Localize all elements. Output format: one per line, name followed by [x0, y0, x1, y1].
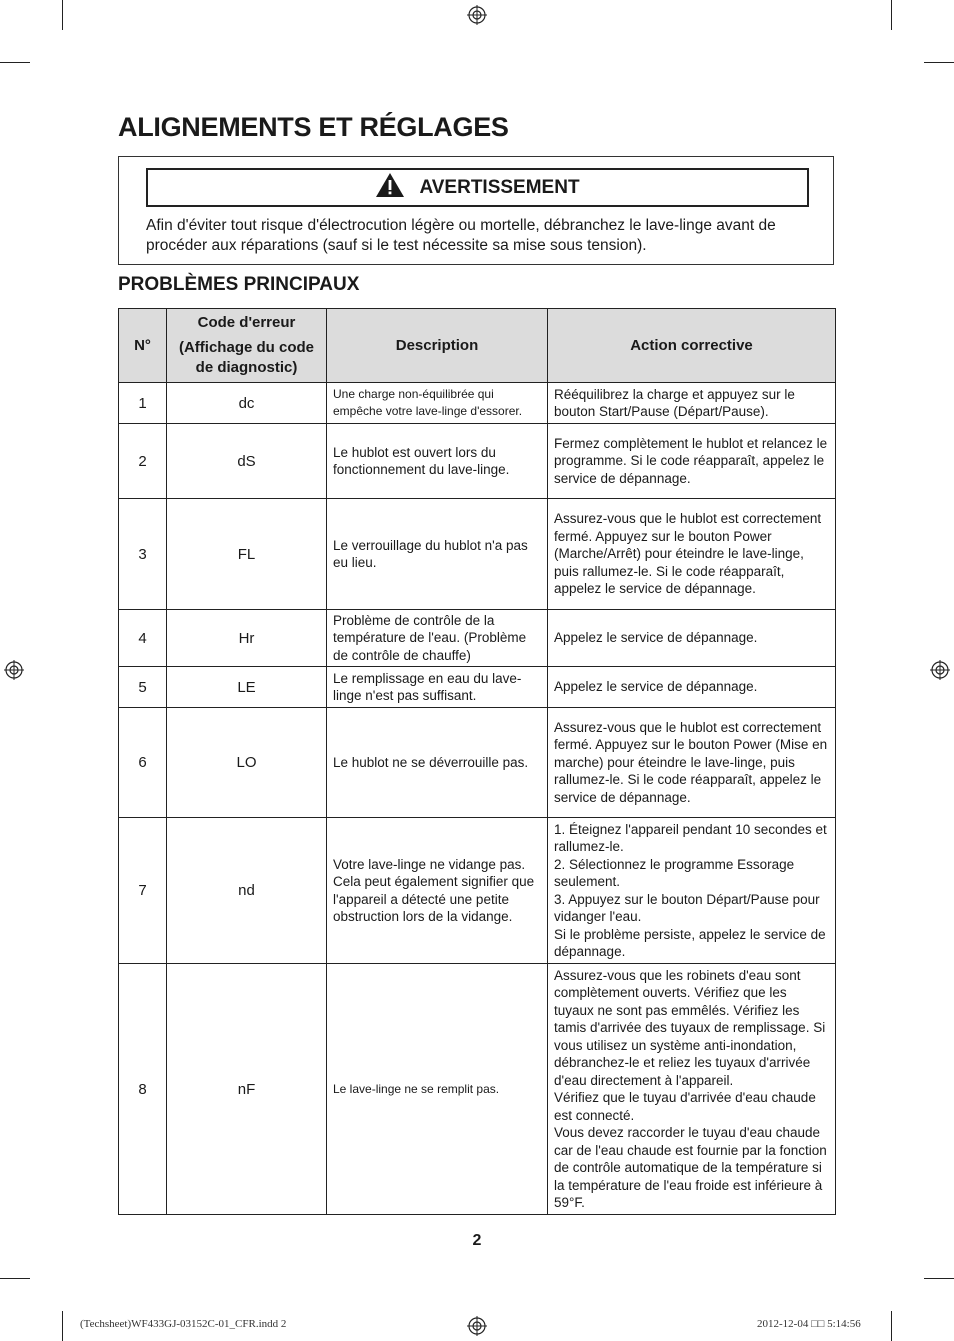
warning-box	[118, 156, 834, 265]
page-title: ALIGNEMENTS ET RÉGLAGES	[118, 112, 509, 142]
row-description: Le verrouillage du hublot n'a pas eu lieu.	[327, 499, 548, 610]
row-description: Votre lave-linge ne vidange pas. Cela peut également signifier que l'appareil a détecté une petite obstruction lors de la vidange.	[327, 818, 548, 964]
table-row	[119, 818, 836, 964]
row-description: Une charge non-équilibrée qui empêche votre lave-linge d'essorer.	[327, 383, 548, 424]
table-row	[119, 610, 836, 667]
table-row	[119, 499, 836, 610]
row-action: Assurez-vous que le hublot est correctement fermé. Appuyez sur le bouton Power (Marche/Arrêt) pour éteindre le lave-linge, puis rallumez-le. Si le code réapparaît, appelez le service de dépannage.	[548, 499, 836, 610]
row-num: 2	[119, 424, 167, 499]
row-action: Fermez complètement le hublot et relancez le programme. Si le code réapparaît, appelez le service de dépannage.	[548, 424, 836, 499]
registration-mark-icon	[467, 1316, 487, 1336]
row-description: Le hublot ne se déverrouille pas.	[327, 708, 548, 818]
row-action: Appelez le service de dépannage.	[548, 610, 836, 667]
row-description: Le hublot est ouvert lors du fonctionnement du lave-linge.	[327, 424, 548, 499]
row-num: 7	[119, 818, 167, 964]
row-num: 8	[119, 964, 167, 1215]
row-num: 5	[119, 667, 167, 708]
row-description: Le lave-linge ne se remplit pas.	[327, 964, 548, 1215]
row-code: nd	[167, 818, 327, 964]
row-code: LE	[167, 667, 327, 708]
registration-mark-icon	[4, 660, 24, 680]
page-number: 2	[472, 1232, 482, 1249]
row-num: 1	[119, 383, 167, 424]
row-code: LO	[167, 708, 327, 818]
crop-mark	[924, 1278, 954, 1279]
crop-mark	[62, 0, 63, 30]
row-code: dc	[167, 383, 327, 424]
row-code: dS	[167, 424, 327, 499]
crop-mark	[0, 1278, 30, 1279]
row-description: Problème de contrôle de la température de l'eau. (Problème de contrôle de chauffe)	[327, 610, 548, 667]
table-row	[119, 667, 836, 708]
table-row	[119, 708, 836, 818]
row-code: FL	[167, 499, 327, 610]
table-row	[119, 424, 836, 499]
crop-mark	[891, 0, 892, 30]
warning-header	[146, 168, 809, 207]
crop-mark	[924, 62, 954, 63]
crop-mark	[62, 1311, 63, 1341]
registration-mark-icon	[930, 660, 950, 680]
row-code: nF	[167, 964, 327, 1215]
row-action: Assurez-vous que les robinets d'eau sont complètement ouverts. Vérifiez que les tuyaux ne sont pas emmêlés. Vérifiez les tamis d'arrivée des tuyaux de remplissage. Si vous utilisez un système anti-inondation, débranchez-le et reliez les tuyaux d'arrivée d'eau directement à l'appareil. Vérifiez que le tuyau d'arrivée d'eau chaude est connecté. Vous devez raccorder le tuyau d'eau chaude car de l'eau chaude est fournie par la fonction de contrôle automatique de la température si la température de l'eau froide est inférieure à 59°F.	[548, 964, 836, 1215]
warning-triangle-icon	[375, 172, 405, 203]
warning-heading: AVERTISSEMENT	[419, 176, 580, 198]
row-action: Rééquilibrez la charge et appuyez sur le bouton Start/Pause (Départ/Pause).	[548, 383, 836, 424]
section-title: PROBLÈMES PRINCIPAUX	[118, 274, 360, 295]
header-description: Description	[327, 309, 548, 383]
error-code-table	[118, 308, 836, 1215]
row-num: 6	[119, 708, 167, 818]
warning-text: Afin d'éviter tout risque d'électrocution légère ou mortelle, débranchez le lave-linge avant de procéder aux réparations (sauf si le test nécessite sa mise sous tension).	[146, 217, 776, 254]
table-header-row	[119, 309, 836, 383]
row-action: Assurez-vous que le hublot est correctement fermé. Appuyez sur le bouton Power (Mise en marche) pour éteindre le lave-linge, puis rallumez-le. Si le code réapparaît, appelez le service de dépannage.	[548, 708, 836, 818]
table-row	[119, 383, 836, 424]
header-code	[167, 309, 327, 383]
crop-mark	[891, 1311, 892, 1341]
row-num: 4	[119, 610, 167, 667]
header-num: N°	[119, 309, 167, 383]
header-code-line1: Code d'erreur	[197, 314, 296, 331]
table-row	[119, 964, 836, 1215]
slug-filename: (Techsheet)WF433GJ-03152C-01_CFR.indd 2	[80, 1318, 287, 1330]
row-num: 3	[119, 499, 167, 610]
registration-mark-icon	[467, 5, 487, 25]
row-code: Hr	[167, 610, 327, 667]
row-action: 1. Éteignez l'appareil pendant 10 secondes et rallumez-le. 2. Sélectionnez le programme Essorage seulement. 3. Appuyez sur le bouton Départ/Pause pour vidanger l'eau. Si le problème persiste, appelez le service de dépannage.	[548, 818, 836, 964]
header-action: Action corrective	[548, 309, 836, 383]
row-action: Appelez le service de dépannage.	[548, 667, 836, 708]
slug-timestamp: 2012-12-04 □□ 5:14:56	[757, 1318, 861, 1330]
row-description: Le remplissage en eau du lave-linge n'est pas suffisant.	[327, 667, 548, 708]
crop-mark	[0, 62, 30, 63]
header-code-line2: (Affichage du code de diagnostic)	[178, 339, 314, 376]
